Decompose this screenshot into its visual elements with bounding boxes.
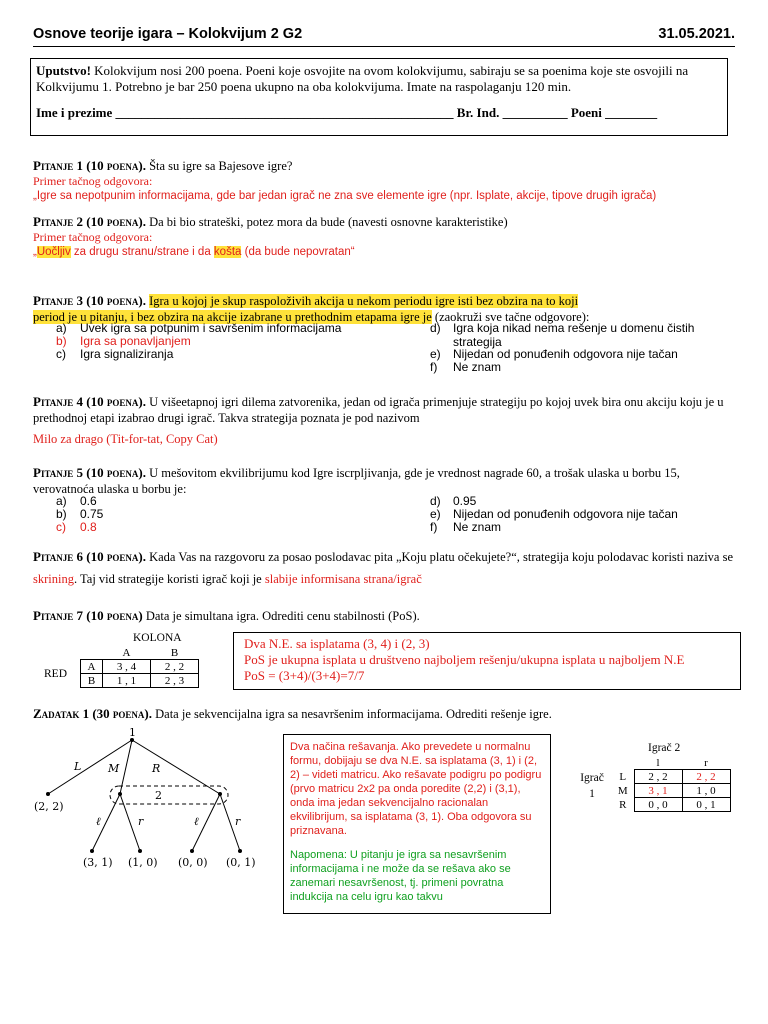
q3-option-c[interactable]: c) Igra signaliziranja — [56, 347, 174, 361]
info-set-label: 2 — [155, 789, 162, 802]
q3-option-e[interactable]: e) Nijedan od ponuđenih odgovora nije tačan — [430, 347, 678, 361]
svg-text:ℓ: ℓ — [96, 815, 101, 828]
answer-6-strategy: skrining — [33, 572, 74, 586]
answer-1: „Igre sa nepotpunim informacijama, gde bar jedan igrač ne zna sve elemente igre (npr. Isplate, akcije, tipove drugih igrača) — [33, 190, 657, 202]
payoff-left: (2, 2) — [34, 800, 64, 813]
branch-M: M — [108, 762, 120, 775]
question-5: Pitanje 5 (10 poena). U mešovitom ekvilibrijumu kod Igre iscrpljivanja, gde je vrednost nagrade 60, a trošak ulaska u borbu 15, verovatnoća ulaska u borbu je: — [33, 465, 680, 496]
question-6: Pitanje 6 (10 poena). Kada Vas na razgovoru za posao poslodavac pita „Koju platu očekujete?“, strategija koju polodavac koristi naziva se skrining. Taj vid strategije koristi igrač koji je slabije informisana strana/igrač — [33, 549, 734, 586]
task-1-answer-box: Dva načina rešavanja. Ako prevedete u normalnu formu, dobijaju se dva N.E. sa isplatama (3, 1) i (2, 2) – videti matricu. Ako rešavate podigru po podigru (prvo matricu 2x2 pa onda poredite (2,2) i (3,1), onda ima jedan sekvencijalno racionalan ekvilibrijum, sa isplatama (3, 1). Oba odgovora su priznavana. Napomena: U pitanju je igra sa nesavršenim informacijama i ne može da se rešava ako se zanemari nesavršenost, tj. primeni povratna indukcija na celu igru kao takvu — [283, 734, 551, 914]
index-field[interactable]: __________ — [502, 105, 568, 120]
page-title: Osnove teorije igara – Kolokvijum 2 G2 — [33, 26, 303, 42]
answer-6-player: slabije informisana strana/igrač — [264, 572, 422, 586]
game-tree — [30, 728, 270, 878]
q3-option-f[interactable]: f) Ne znam — [430, 360, 502, 374]
q5-option-a[interactable]: a) 0.6 — [56, 494, 97, 508]
q3-option-b[interactable]: b) Igra sa ponavljanjem — [56, 334, 191, 348]
q7-col-player: KOLONA — [133, 632, 182, 644]
instructions-label: Uputstvo! — [36, 63, 91, 78]
q7-row-player: RED — [44, 668, 67, 680]
instructions-box — [30, 58, 728, 136]
svg-text:r: r — [138, 815, 144, 828]
svg-text:(1, 0): (1, 0) — [128, 856, 158, 869]
question-3: Pitanje 3 (10 poena). Igra u kojoj je skup raspoloživih akcija u nekom periodu igre isti bez obzira na to koji period je u pitanju, i bez obzira na akcije izabrane u prethodnim etapama igre je (zaokruži sve tačne odgovore): — [33, 293, 590, 324]
branch-L: L — [74, 760, 82, 773]
instructions-text: Uputstvo! Kolokvijum nosi 200 poena. Poeni koje osvojite na ovom kolokvijumu, sabiraju se sa poenima koje ste osvojili na Kolkvijumu 1. Potrebno je bar 250 poena ukupno na oba kolokvijuma. Imate na raspolaganju 120 min. — [36, 63, 689, 94]
answer-4: Milo za drago (Tit-for-tat, Copy Cat) — [33, 432, 218, 446]
q5-option-b[interactable]: b) 0.75 — [56, 507, 104, 521]
q3-option-a[interactable]: a) Uvek igra sa potpunim i savršenim informacijama — [56, 321, 342, 335]
question-1: Pitanje 1 (10 poena). Šta su igre sa Bajesove igre? Primer tačnog odgovora: „Igre sa nepotpunim informacijama, gde bar jedan igrač ne zna sve elemente igre (npr. Isplate, akcije, tipove drugih igrača) — [33, 158, 733, 204]
question-7: Pitanje 7 (10 poena) Data je simultana igra. Odrediti cenu stabilnosti (PoS). — [33, 608, 420, 623]
answer-2: „Uočljiv za drugu stranu/strane i da košta (da bude nepovratan“ — [33, 246, 355, 258]
task-1-payoff-matrix: l r L 2 , 2 2 , 2 M 3 , 1 1 , 0 R 0 , 0 0 , 1 — [612, 756, 731, 812]
q5-option-e[interactable]: e) Nijedan od ponuđenih odgovora nije tačan — [430, 507, 678, 521]
svg-text:ℓ: ℓ — [194, 815, 199, 828]
q5-option-d[interactable]: d) 0.95 — [430, 494, 477, 508]
branch-R: R — [152, 762, 161, 775]
svg-text:(0, 0): (0, 0) — [178, 856, 208, 869]
q3-option-d[interactable]: d) Igra koja nikad nema rešenje u domenu čistih strategija — [430, 321, 695, 349]
svg-text:(0, 1): (0, 1) — [226, 856, 256, 869]
header — [33, 26, 735, 47]
question-4: Pitanje 4 (10 poena). U višeetapnoj igri dilema zatvorenika, jedan od igrača primenjuje strategiju po kojoj uvek bira onu akciju koju je u prethodnoj etapi izabrao drugi igrač. Takva strategija poznata je pod nazivom Milo za drago (Tit-for-tat, Copy Cat) — [33, 394, 733, 447]
exam-date: 31.05.2021. — [658, 26, 735, 42]
q7-payoff-matrix: A B A 3 , 4 2 , 2 B 1 , 1 2 , 3 — [80, 646, 199, 688]
task-1: Zadatak 1 (30 poena). Data je sekvencijalna igra sa nesavršenim informacijama. Odrediti rešenje igre. — [33, 706, 552, 721]
task-1-col-player: Igrač 2 — [648, 742, 681, 754]
q5-option-c[interactable]: c) 0.8 — [56, 520, 97, 534]
student-info-line: Ime i prezime ____________________________________________________ Br. Ind. __________ Poeni ________ — [36, 105, 658, 120]
svg-text:(3, 1): (3, 1) — [83, 856, 113, 869]
q5-option-f[interactable]: f) Ne znam — [430, 520, 502, 534]
svg-text:r: r — [235, 815, 241, 828]
task-1-row-player: Igrač 1 — [580, 772, 604, 800]
question-2: Pitanje 2 (10 poena). Da bi bio strateški, potez mora da bude (navesti osnovne karakteristike) Primer tačnog odgovora: „Uočljiv za drugu stranu/strane i da košta (da bude nepovratan“ — [33, 214, 733, 260]
name-field[interactable]: ____________________________________________________ — [115, 105, 454, 120]
answer-7-box: Dva N.E. sa isplatama (3, 4) i (2, 3) PoS je ukupna isplata u društveno najboljem rešenju/ukupna isplata u najboljem N.E PoS = (3+4)/(3+4)=7/7 — [233, 632, 741, 690]
root-node-label: 1 — [129, 728, 136, 739]
points-field[interactable]: ________ — [605, 105, 658, 120]
